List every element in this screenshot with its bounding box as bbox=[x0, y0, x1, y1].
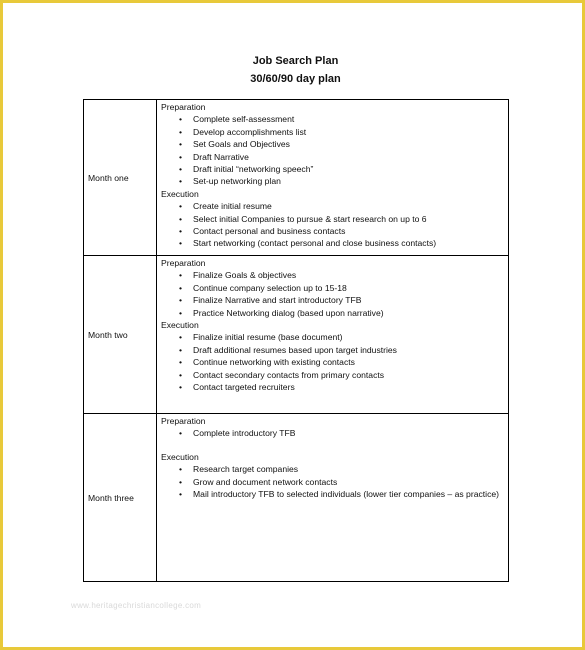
bullet-icon: • bbox=[179, 464, 183, 475]
bullet-icon: • bbox=[179, 226, 183, 237]
bullet-icon: • bbox=[179, 176, 183, 187]
list-item-text: Draft initial “networking speech” bbox=[193, 164, 314, 175]
list-item bbox=[161, 269, 504, 281]
list-item-text: Develop accomplishments list bbox=[193, 126, 307, 137]
section-heading: Execution bbox=[161, 320, 199, 331]
list-item bbox=[161, 225, 504, 237]
list-item bbox=[161, 463, 504, 475]
list-item bbox=[161, 307, 504, 319]
list-item bbox=[161, 488, 504, 500]
list-item bbox=[161, 381, 504, 393]
list-item-text: Finalize initial resume (base document) bbox=[193, 332, 343, 343]
list-item-text: Grow and document network contacts bbox=[193, 476, 338, 487]
plan-table bbox=[83, 99, 509, 582]
bullet-icon: • bbox=[179, 344, 183, 355]
watermark: www.heritagechristiancollege.com bbox=[71, 601, 202, 610]
list-item bbox=[161, 427, 504, 439]
list-item bbox=[161, 138, 504, 150]
list-item bbox=[161, 294, 504, 306]
bullet-icon: • bbox=[179, 201, 183, 212]
section-heading: Execution bbox=[161, 188, 199, 199]
list-item-text: Mail introductory TFB to selected individuals (lower tier companies – as practice) bbox=[193, 489, 500, 500]
list-item bbox=[161, 369, 504, 381]
list-item bbox=[161, 175, 504, 187]
section-heading: Preparation bbox=[161, 416, 206, 426]
month-label: Month three bbox=[84, 414, 157, 582]
bullet-icon: • bbox=[179, 357, 183, 368]
month-label: Month one bbox=[84, 100, 157, 256]
list-item-text: Finalize Goals & objectives bbox=[193, 270, 297, 281]
task-list bbox=[161, 427, 504, 439]
list-item-text: Practice Networking dialog (based upon narrative) bbox=[193, 307, 384, 318]
list-item-text: Start networking (contact personal and close business contacts) bbox=[193, 238, 437, 249]
task-list bbox=[161, 200, 504, 250]
document-title: Job Search Plan bbox=[252, 55, 339, 67]
task-list bbox=[161, 463, 504, 500]
bullet-icon: • bbox=[179, 238, 183, 249]
list-item-text: Continue company selection up to 15-18 bbox=[193, 282, 347, 293]
table-row bbox=[84, 100, 509, 256]
bullet-icon: • bbox=[179, 369, 183, 380]
table-row bbox=[84, 256, 509, 414]
bullet-icon: • bbox=[179, 428, 183, 439]
bullet-icon: • bbox=[179, 126, 183, 137]
list-item bbox=[161, 113, 504, 125]
bullet-icon: • bbox=[179, 489, 183, 500]
task-list bbox=[161, 113, 504, 187]
list-item-text: Contact personal and business contacts bbox=[193, 226, 346, 237]
list-item-text: Select initial Companies to pursue & start research on up to 6 bbox=[193, 213, 427, 224]
section-heading: Preparation bbox=[161, 258, 206, 268]
list-item-text: Research target companies bbox=[193, 464, 299, 475]
list-item-text: Contact targeted recruiters bbox=[193, 382, 295, 393]
list-item bbox=[161, 356, 504, 368]
month-content bbox=[157, 100, 509, 256]
list-item-text: Draft Narrative bbox=[193, 151, 249, 162]
list-item-text: Set Goals and Objectives bbox=[193, 139, 290, 150]
list-item-text: Finalize Narrative and start introductory TFB bbox=[193, 295, 362, 306]
month-label: Month two bbox=[84, 256, 157, 414]
section-heading: Preparation bbox=[161, 102, 206, 112]
list-item bbox=[161, 126, 504, 138]
list-item bbox=[161, 163, 504, 175]
bullet-icon: • bbox=[179, 332, 183, 343]
list-item-text: Complete self-assessment bbox=[193, 114, 295, 125]
bullet-icon: • bbox=[179, 213, 183, 224]
month-content bbox=[157, 414, 509, 582]
bullet-icon: • bbox=[179, 139, 183, 150]
section-heading: Execution bbox=[161, 451, 199, 462]
list-item-text: Complete introductory TFB bbox=[193, 428, 296, 439]
list-item-text: Continue networking with existing contacts bbox=[193, 357, 355, 368]
table-row bbox=[84, 414, 509, 582]
bullet-icon: • bbox=[179, 476, 183, 487]
list-item bbox=[161, 151, 504, 163]
task-list bbox=[161, 269, 504, 319]
list-item-text: Contact secondary contacts from primary contacts bbox=[193, 369, 385, 380]
bullet-icon: • bbox=[179, 382, 183, 393]
document-subtitle: 30/60/90 day plan bbox=[250, 73, 341, 85]
list-item bbox=[161, 344, 504, 356]
list-item bbox=[161, 213, 504, 225]
task-list bbox=[161, 331, 504, 393]
list-item bbox=[161, 200, 504, 212]
bullet-icon: • bbox=[179, 164, 183, 175]
month-content bbox=[157, 256, 509, 414]
bullet-icon: • bbox=[179, 282, 183, 293]
bullet-icon: • bbox=[179, 151, 183, 162]
bullet-icon: • bbox=[179, 114, 183, 125]
bullet-icon: • bbox=[179, 295, 183, 306]
spacer bbox=[161, 440, 504, 451]
list-item bbox=[161, 476, 504, 488]
list-item-text: Draft additional resumes based upon target industries bbox=[193, 344, 397, 355]
bullet-icon: • bbox=[179, 307, 183, 318]
list-item bbox=[161, 282, 504, 294]
list-item bbox=[161, 331, 504, 343]
list-item-text: Set-up networking plan bbox=[193, 176, 281, 187]
list-item bbox=[161, 237, 504, 249]
list-item-text: Create initial resume bbox=[193, 201, 272, 212]
bullet-icon: • bbox=[179, 270, 183, 281]
